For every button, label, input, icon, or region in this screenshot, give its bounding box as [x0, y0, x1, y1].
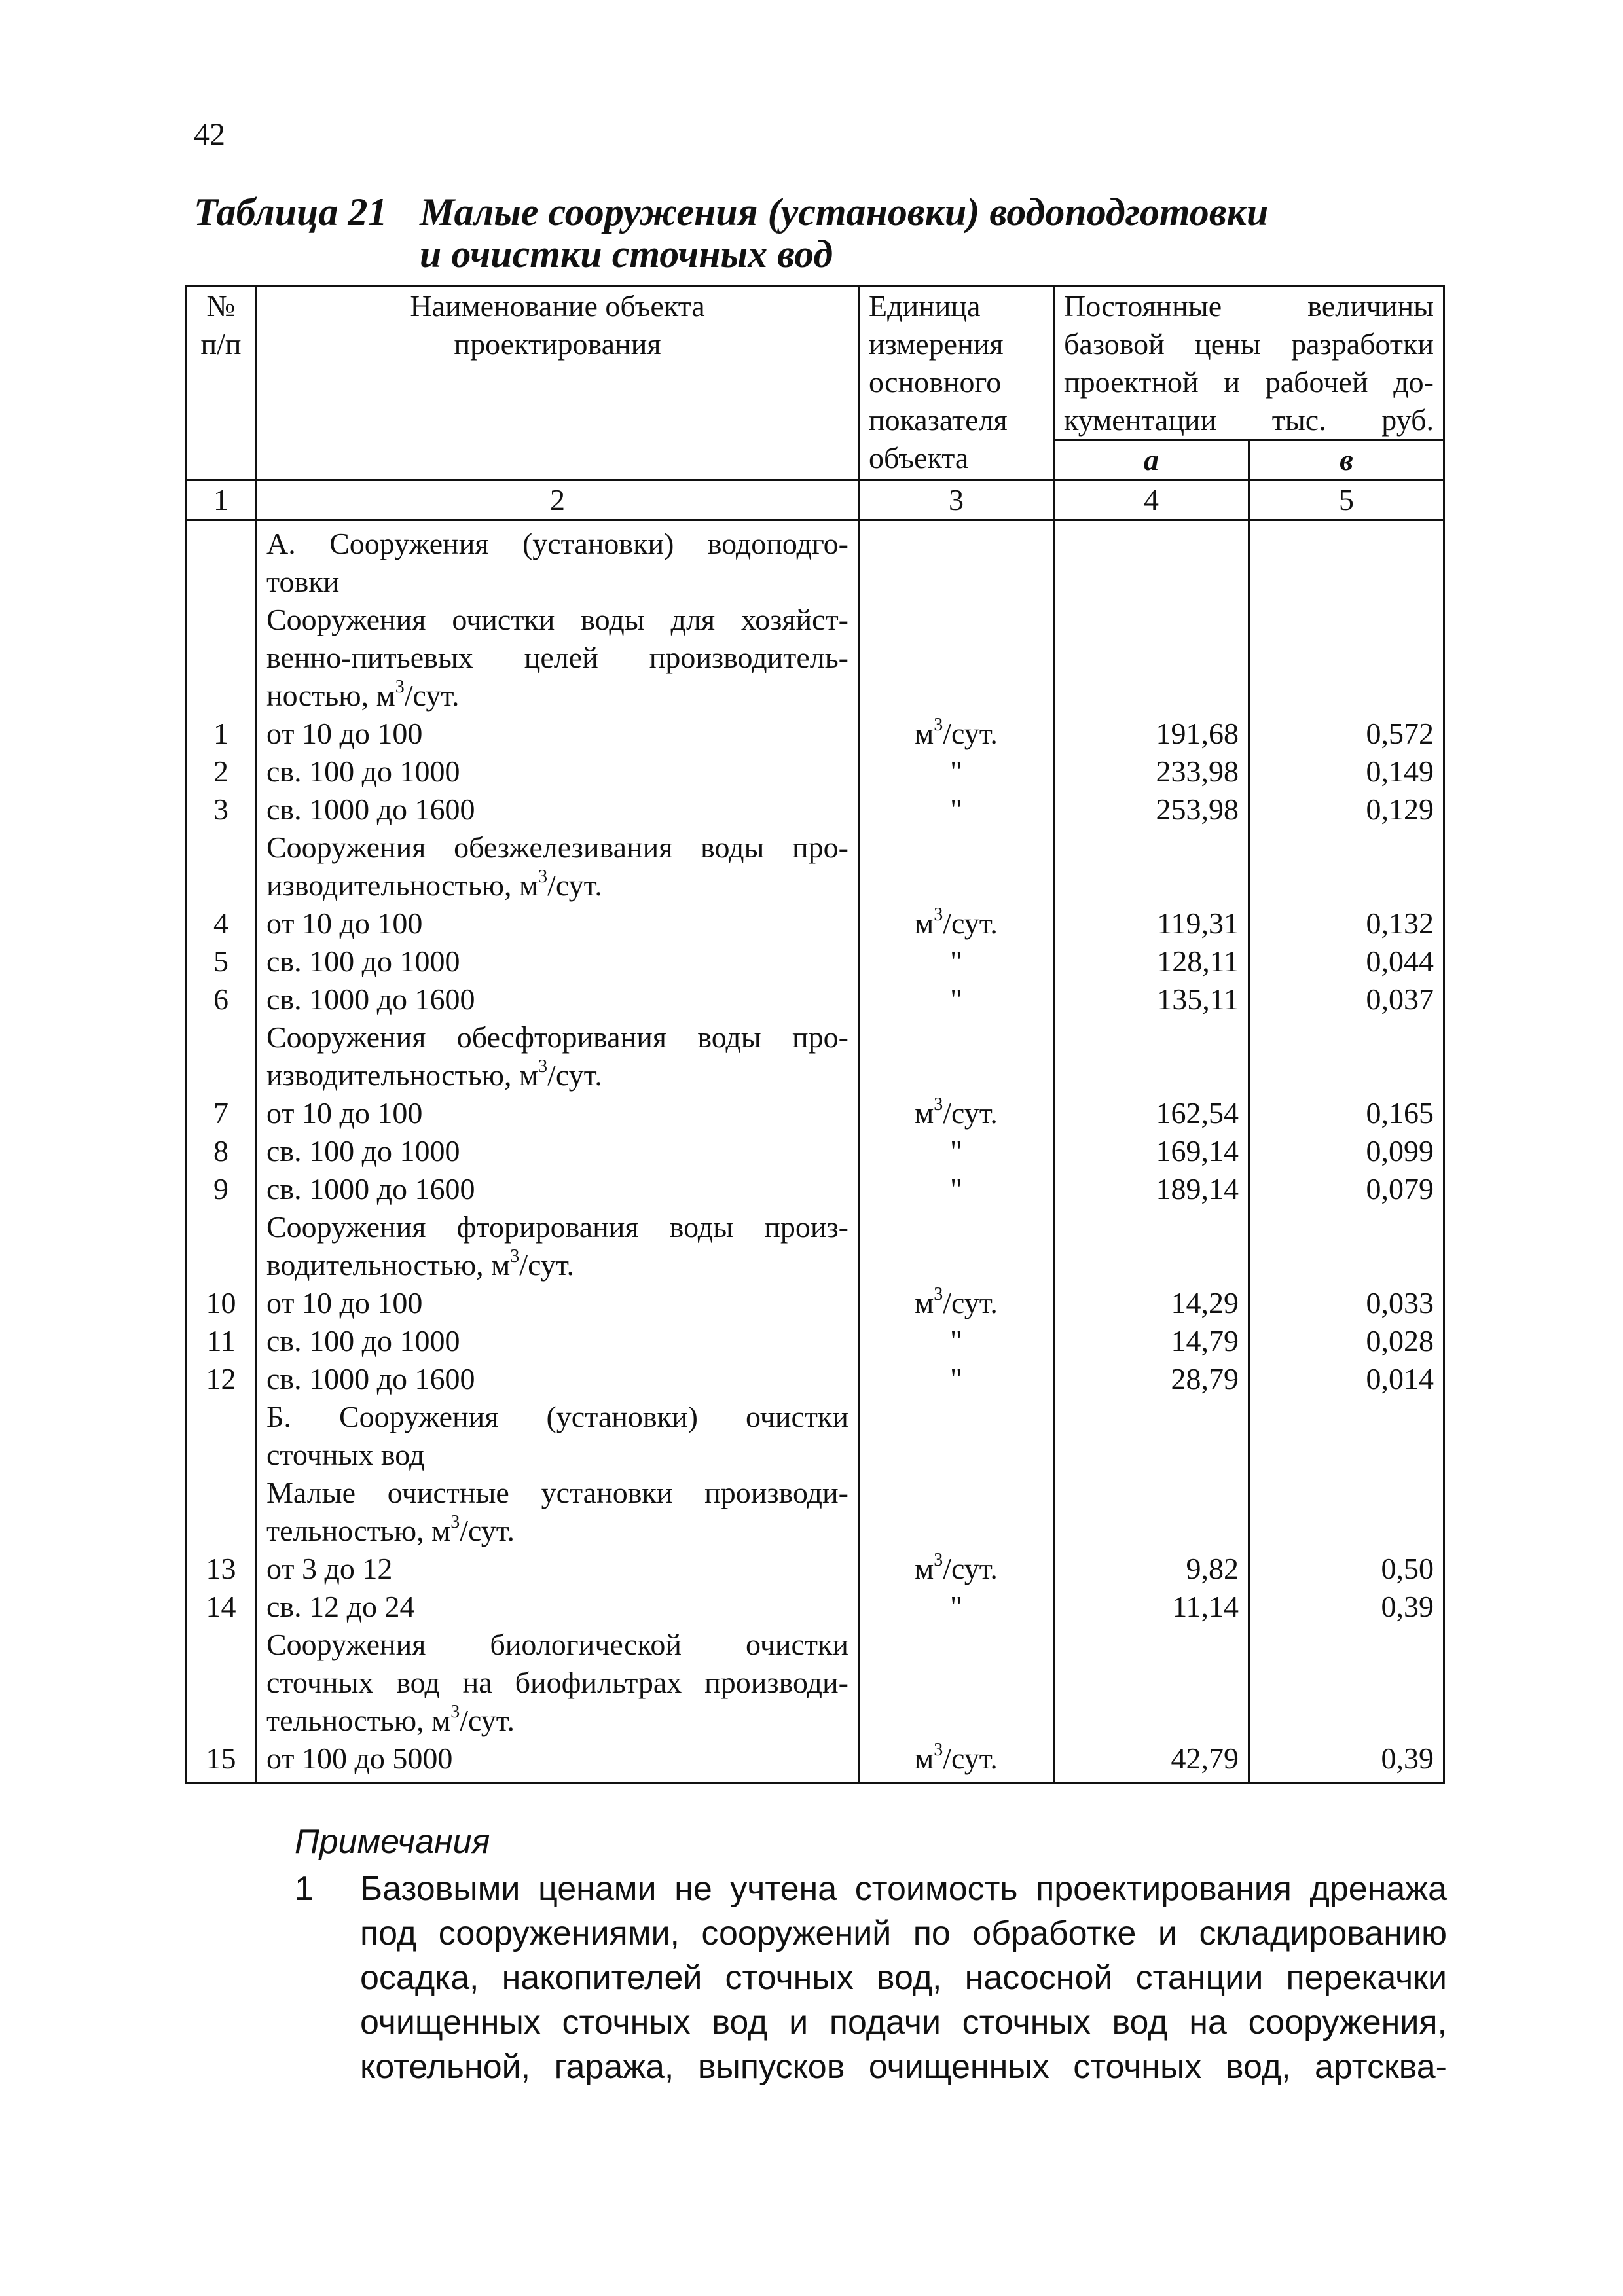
row-number	[196, 829, 246, 867]
header-col-b: в	[1249, 440, 1444, 480]
value-b-cell	[1259, 1208, 1434, 1246]
unit-cell: $м^3$/сут.	[915, 715, 998, 750]
unit-cell	[869, 1702, 1044, 1740]
row-number: 9	[213, 1172, 228, 1206]
value-b-cell: 0,044	[1366, 944, 1434, 978]
unit-cell: $м^3$/сут.	[915, 905, 998, 940]
unit-cell: $м^3$/сут.	[915, 1094, 998, 1130]
row-number: 12	[206, 1362, 236, 1395]
value-a-cell	[1064, 1018, 1239, 1056]
row-number	[196, 1474, 246, 1512]
unit-cell	[869, 1436, 1044, 1474]
header-const-line: Постоянные величины	[1064, 289, 1434, 323]
header-number	[186, 287, 257, 480]
note-line: котельной, гаража, выпусков очищенных сточных вод, артсква-	[360, 2048, 1447, 2086]
object-name-line: Сооружения обесфторивания воды про-	[266, 1020, 848, 1054]
header-unit-line: измерения	[869, 327, 1004, 361]
value-a-cell	[1064, 867, 1239, 905]
value-a-cell: 11,14	[1172, 1590, 1239, 1623]
object-name-line: Сооружения фторирования воды произ-	[266, 1210, 848, 1244]
header-unit-line: Единица	[869, 289, 981, 323]
value-b-cell	[1259, 525, 1434, 563]
object-name-line: А. Сооружения (установки) водоподго-	[266, 527, 848, 560]
header-const-line: кументации тыс. руб.	[1064, 403, 1434, 437]
value-a-cell	[1064, 1208, 1239, 1246]
object-name-line: св. 1000 до 1600	[266, 1362, 475, 1395]
value-a-cell	[1064, 1702, 1239, 1740]
header-unit-line: объекта	[869, 441, 969, 475]
notes-section	[295, 1820, 1447, 2089]
unit-cell	[869, 1056, 1044, 1094]
row-number	[196, 525, 246, 563]
value-b-cell: 0,39	[1381, 1742, 1434, 1775]
value-a-cell: 28,79	[1171, 1362, 1239, 1395]
object-name-line: товки	[266, 565, 340, 598]
row-number	[196, 1664, 246, 1702]
value-b-cell: 0,037	[1366, 982, 1434, 1016]
row-number: 7	[213, 1096, 228, 1130]
value-b-cell: 0,033	[1366, 1286, 1434, 1319]
row-number	[196, 1512, 246, 1550]
unit-cell: "	[950, 755, 962, 788]
column-number: 3	[859, 480, 1054, 520]
unit-cell	[869, 1474, 1044, 1512]
object-name-line: изводительностью, $м^3$/сут.	[266, 867, 602, 902]
note-item	[295, 1867, 1447, 2089]
unit-cell	[869, 525, 1044, 563]
structures-table	[185, 285, 1445, 1784]
value-b-cell: 0,149	[1366, 755, 1434, 788]
object-name-line: тельностью, $м^3$/сут.	[266, 1512, 515, 1547]
value-b-cell	[1259, 867, 1434, 905]
value-b-cell	[1259, 829, 1434, 867]
object-name-line: св. 100 до 1000	[266, 1324, 460, 1357]
table-caption	[194, 191, 1268, 275]
value-b-cell	[1259, 1018, 1434, 1056]
unit-cell: "	[950, 1172, 962, 1206]
unit-cell: "	[950, 1324, 962, 1357]
row-number: 13	[206, 1552, 236, 1585]
value-b-cell	[1259, 1398, 1434, 1436]
value-b-cell: 0,079	[1366, 1172, 1434, 1206]
unit-cell: $м^3$/сут.	[915, 1284, 998, 1319]
object-name-line: от 10 до 100	[266, 1286, 423, 1319]
row-number: 5	[213, 944, 228, 978]
value-a-cell	[1064, 1398, 1239, 1436]
unit-cell: $м^3$/сут.	[915, 1550, 998, 1585]
unit-cell	[869, 867, 1044, 905]
unit-cell	[869, 639, 1044, 677]
object-name-line: Сооружения очистки воды для хозяйст-	[266, 603, 848, 636]
value-b-cell	[1259, 677, 1434, 715]
value-a-cell: 189,14	[1156, 1172, 1239, 1206]
value-b-cell: 0,50	[1381, 1552, 1434, 1585]
value-a-column	[1054, 520, 1249, 1783]
unit-column	[859, 520, 1054, 1783]
header-const-line: проектной и рабочей до-	[1064, 365, 1434, 399]
value-a-cell	[1064, 1512, 1239, 1550]
page-number: 42	[194, 117, 225, 152]
value-a-cell: 191,68	[1156, 717, 1239, 750]
value-b-cell	[1259, 1702, 1434, 1740]
unit-cell	[869, 1626, 1044, 1664]
value-b-cell	[1259, 1246, 1434, 1284]
header-name-line: Наименование объекта	[410, 289, 705, 323]
value-a-cell: 42,79	[1171, 1742, 1239, 1775]
value-a-cell: 119,31	[1157, 906, 1239, 940]
row-number: 1	[213, 717, 228, 750]
header-constant-values	[1054, 287, 1444, 440]
note-line: Базовыми ценами не учтена стоимость проектирования дренажа	[360, 1870, 1447, 1908]
unit-cell: "	[950, 1590, 962, 1623]
value-b-cell	[1259, 639, 1434, 677]
value-b-cell	[1259, 1436, 1434, 1474]
header-object-name	[257, 287, 859, 480]
header-name-line: проектирования	[454, 327, 661, 361]
row-number: 6	[213, 982, 228, 1016]
value-b-cell	[1259, 601, 1434, 639]
unit-cell	[869, 1512, 1044, 1550]
value-a-cell	[1064, 1246, 1239, 1284]
value-a-cell: 128,11	[1157, 944, 1239, 978]
column-number: 2	[257, 480, 859, 520]
note-text	[360, 1867, 1447, 2089]
row-number: 3	[213, 793, 228, 826]
note-line: осадка, накопителей сточных вод, насосной станции перекачки	[360, 1959, 1447, 1997]
object-name-line: св. 100 до 1000	[266, 755, 460, 788]
notes-title: Примечания	[295, 1823, 490, 1861]
row-number: 14	[206, 1590, 236, 1623]
unit-cell	[869, 1208, 1044, 1246]
value-a-cell: 169,14	[1156, 1134, 1239, 1168]
row-number	[196, 867, 246, 905]
value-b-column	[1249, 520, 1444, 1783]
value-b-cell: 0,014	[1366, 1362, 1434, 1395]
row-number	[196, 677, 246, 715]
unit-cell: "	[950, 793, 962, 826]
unit-cell	[869, 677, 1044, 715]
unit-cell	[869, 1246, 1044, 1284]
value-a-cell: 14,79	[1171, 1324, 1239, 1357]
value-a-cell	[1064, 1474, 1239, 1512]
row-number	[196, 1436, 246, 1474]
unit-cell	[869, 601, 1044, 639]
header-unit-line: показателя	[869, 403, 1008, 437]
value-b-cell: 0,129	[1366, 793, 1434, 826]
value-b-cell	[1259, 1626, 1434, 1664]
value-a-cell: 14,29	[1171, 1286, 1239, 1319]
object-name-line: св. 1000 до 1600	[266, 1172, 475, 1206]
value-b-cell: 0,572	[1366, 717, 1434, 750]
value-a-cell	[1064, 829, 1239, 867]
value-a-cell	[1064, 1056, 1239, 1094]
object-name-line: тельностью, $м^3$/сут.	[266, 1702, 515, 1737]
row-number	[196, 601, 246, 639]
value-b-cell	[1259, 1664, 1434, 1702]
column-number: 5	[1249, 480, 1444, 520]
header-const-line: базовой цены разработки	[1064, 327, 1434, 361]
note-number: 1	[295, 1870, 314, 1908]
object-name-line: венно-питьевых целей производитель-	[266, 641, 848, 674]
header-number-line: п/п	[200, 327, 242, 361]
unit-cell: "	[950, 1362, 962, 1395]
header-number-line: №	[206, 289, 236, 323]
object-name-line: Сооружения обезжелезивания воды про-	[266, 831, 848, 864]
row-number	[196, 639, 246, 677]
value-a-cell	[1064, 601, 1239, 639]
caption-label: Таблица 21	[194, 190, 388, 234]
row-number: 2	[213, 755, 228, 788]
unit-cell	[869, 1018, 1044, 1056]
row-number: 11	[206, 1324, 236, 1357]
object-name-line: водительностью, $м^3$/сут.	[266, 1246, 575, 1282]
value-a-cell	[1064, 677, 1239, 715]
row-number	[196, 1626, 246, 1664]
object-name-line: Малые очистные установки производи-	[266, 1476, 848, 1509]
note-line: под сооружениями, сооружений по обработке и складированию	[360, 1914, 1447, 1952]
column-number: 1	[186, 480, 257, 520]
row-number	[196, 1208, 246, 1246]
object-name-line: св. 1000 до 1600	[266, 793, 475, 826]
note-line: очищенных сточных вод и подачи сточных вод на сооружения,	[360, 2003, 1447, 2041]
object-name-line: св. 100 до 1000	[266, 1134, 460, 1168]
row-number: 8	[213, 1134, 228, 1168]
value-b-cell: 0,39	[1381, 1590, 1434, 1623]
unit-cell	[869, 1664, 1044, 1702]
unit-cell: "	[950, 1134, 962, 1168]
column-number-row	[186, 480, 1444, 520]
value-a-cell: 9,82	[1186, 1552, 1239, 1585]
value-a-cell: 253,98	[1156, 793, 1239, 826]
table-body-row	[186, 520, 1444, 1783]
object-name-line: Сооружения биологической очистки	[266, 1628, 848, 1661]
unit-cell: $м^3$/сут.	[915, 1740, 998, 1775]
value-a-cell	[1064, 1664, 1239, 1702]
row-number	[196, 1398, 246, 1436]
object-name-line: сточных вод	[266, 1438, 425, 1471]
object-name-line: от 10 до 100	[266, 906, 423, 940]
value-a-cell	[1064, 563, 1239, 601]
unit-cell	[869, 563, 1044, 601]
row-number: 4	[213, 906, 228, 940]
row-number	[196, 1018, 246, 1056]
row-number: 10	[206, 1286, 236, 1319]
object-name-line: изводительностью, $м^3$/сут.	[266, 1056, 602, 1092]
value-b-cell	[1259, 1474, 1434, 1512]
header-unit-line: основного	[869, 365, 1002, 399]
object-name-line: от 10 до 100	[266, 1096, 423, 1130]
value-a-cell: 162,54	[1156, 1096, 1239, 1130]
object-name-line: св. 1000 до 1600	[266, 982, 475, 1016]
value-b-cell: 0,165	[1366, 1096, 1434, 1130]
value-b-cell: 0,132	[1366, 906, 1434, 940]
value-b-cell	[1259, 563, 1434, 601]
object-name-line: от 3 до 12	[266, 1552, 393, 1585]
object-name-column	[257, 520, 859, 1783]
value-a-cell	[1064, 1436, 1239, 1474]
row-number-column	[186, 520, 257, 1783]
row-number	[196, 1246, 246, 1284]
object-name-line: Б. Сооружения (установки) очистки	[266, 1400, 848, 1433]
unit-cell	[869, 1398, 1044, 1436]
header-col-a: а	[1054, 440, 1249, 480]
object-name-line: св. 12 до 24	[266, 1590, 415, 1623]
caption-title-line2: и очистки сточных вод	[420, 232, 833, 276]
unit-cell: "	[950, 982, 962, 1016]
row-number	[196, 1702, 246, 1740]
object-name-line: сточных вод на биофильтрах производи-	[266, 1666, 848, 1699]
header-unit	[859, 287, 1054, 480]
value-a-cell	[1064, 1626, 1239, 1664]
value-a-cell	[1064, 525, 1239, 563]
object-name-line: ностью, $м^3$/сут.	[266, 677, 460, 712]
value-b-cell: 0,028	[1366, 1324, 1434, 1357]
unit-cell	[869, 829, 1044, 867]
header-row	[186, 287, 1444, 440]
row-number: 15	[206, 1742, 236, 1775]
value-a-cell: 135,11	[1157, 982, 1239, 1016]
value-b-cell	[1259, 1056, 1434, 1094]
value-b-cell: 0,099	[1366, 1134, 1434, 1168]
caption-title-line1: Малые сооружения (установки) водоподготовки	[420, 190, 1269, 234]
object-name-line: от 10 до 100	[266, 717, 423, 750]
value-a-cell	[1064, 639, 1239, 677]
object-name-line: св. 100 до 1000	[266, 944, 460, 978]
value-b-cell	[1259, 1512, 1434, 1550]
row-number	[196, 1056, 246, 1094]
object-name-line: от 100 до 5000	[266, 1742, 453, 1775]
row-number	[196, 563, 246, 601]
unit-cell: "	[950, 944, 962, 978]
column-number: 4	[1054, 480, 1249, 520]
value-a-cell: 233,98	[1156, 755, 1239, 788]
